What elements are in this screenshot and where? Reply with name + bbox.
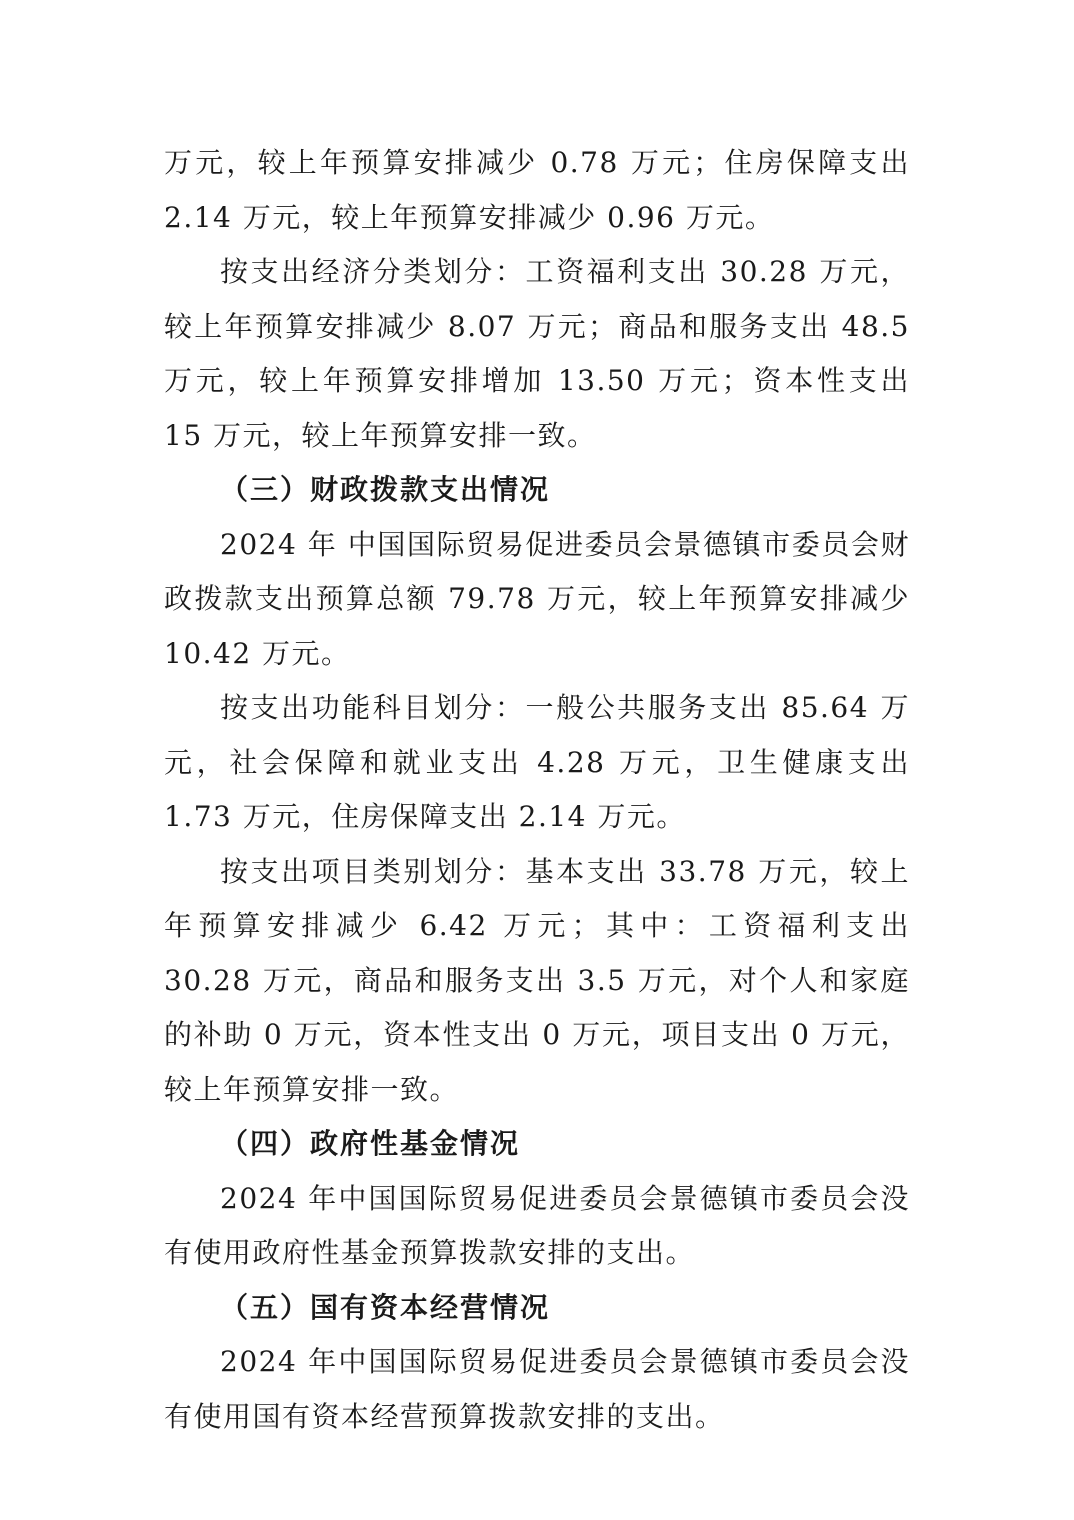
paragraph-state-capital: 2024 年中国国际贸易促进委员会景德镇市委员会没有使用国有资本经营预算拨款安排的支出。 xyxy=(164,1345,910,1433)
paragraph-fiscal-total: 2024 年 中国国际贸易促进委员会景德镇市委员会财政拨款支出预算总额 79.78 万元，较上年预算安排减少 10.42 万元。 xyxy=(164,527,910,670)
paragraph-housing-continuation: 万元，较上年预算安排减少 0.78 万元；住房保障支出 2.14 万元，较上年预算安排减少 0.96 万元。 xyxy=(164,146,910,234)
paragraph-government-funds: 2024 年中国国际贸易促进委员会景德镇市委员会没有使用政府性基金预算拨款安排的支出。 xyxy=(164,1181,910,1269)
section-heading-government-funds: （四）政府性基金情况 xyxy=(220,1127,521,1160)
paragraph-project-classification: 按支出项目类别划分：基本支出 33.78 万元，较上年预算安排减少 6.42 万元；其中：工资福利支出 30.28 万元，商品和服务支出 3.5 万元，对个人和家庭的补助 0 万元，资本性支出 0 万元，项目支出 0 万元，较上年预算安排一致。 xyxy=(164,854,910,1106)
paragraph-functional-classification: 按支出功能科目划分：一般公共服务支出 85.64 万元，社会保障和就业支出 4.28 万元，卫生健康支出 1.73 万元，住房保障支出 2.14 万元。 xyxy=(164,691,910,833)
paragraph-economic-classification: 按支出经济分类划分：工资福利支出 30.28 万元，较上年预算安排减少 8.07 万元；商品和服务支出 48.5 万元，较上年预算安排增加 13.50 万元；资本性支出 15 万元，较上年预算安排一致。 xyxy=(164,255,910,452)
section-heading-fiscal-appropriation: （三）财政拨款支出情况 xyxy=(220,473,551,506)
section-heading-state-capital: （五）国有资本经营情况 xyxy=(220,1290,551,1324)
document-body xyxy=(164,136,910,1444)
